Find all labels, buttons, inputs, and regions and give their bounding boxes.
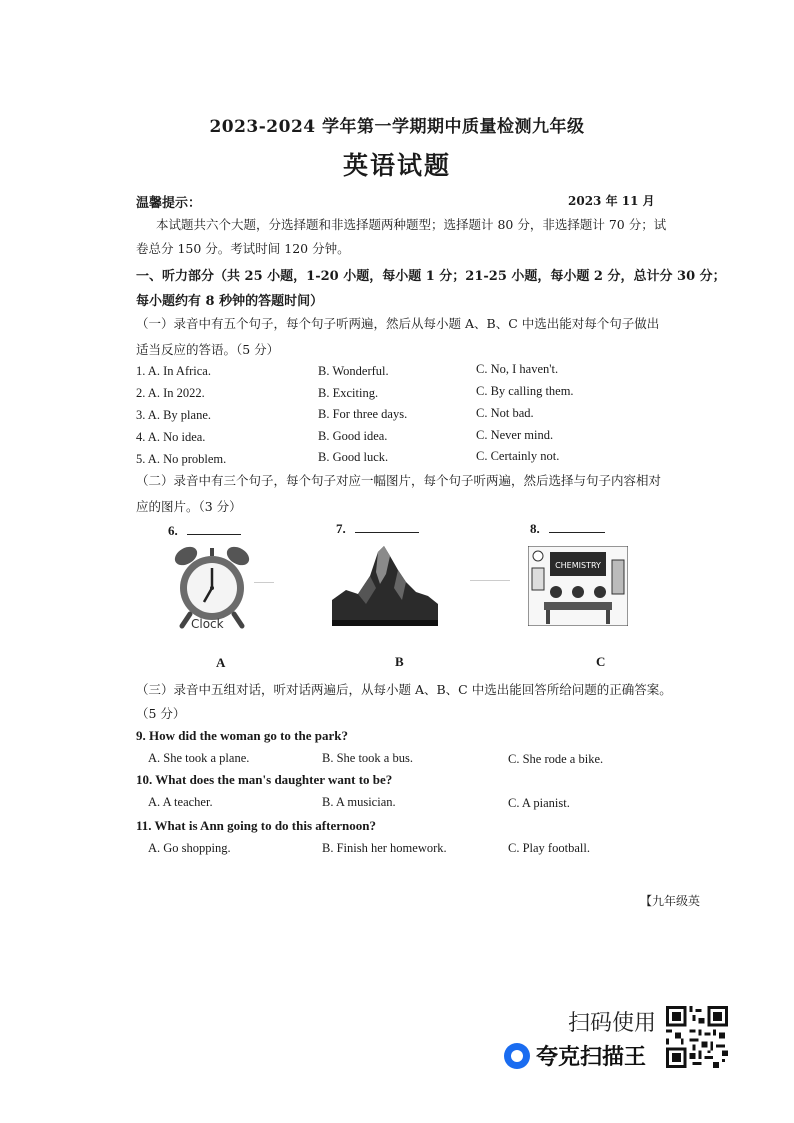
q2-option-b: B. Exciting. bbox=[318, 386, 379, 400]
q11-option-a: A. Go shopping. bbox=[148, 841, 231, 855]
q11-option-b: B. Finish her homework. bbox=[322, 841, 447, 855]
note-line-2: 卷总分 150 分。考试时间 120 分钟。 bbox=[136, 241, 350, 256]
mountain-icon bbox=[332, 544, 438, 626]
clock-caption: Clock bbox=[191, 617, 224, 631]
question-11: 11. What is Ann going to do this afternoon? bbox=[136, 818, 376, 833]
q4-option-a: 4. A. No idea. bbox=[136, 430, 206, 444]
q4-option-b: B. Good idea. bbox=[318, 429, 388, 443]
part-3-instruction-cont: （5 分） bbox=[136, 706, 186, 721]
exam-subtitle: 英语试题 bbox=[342, 151, 451, 180]
part-1-instruction: （一）录音中有五个句子，每个句子听两遍，然后从每小题 A、B、C 中选出能对每个句子做出 bbox=[136, 316, 660, 331]
answer-blank-6: 6. bbox=[168, 522, 241, 539]
page-footer-label: 【九年级英 bbox=[640, 894, 701, 908]
q9-option-b: B. She took a bus. bbox=[322, 751, 413, 765]
note-line-1: 本试题共六个大题，分选择题和非选择题两种题型；选择题计 80 分，非选择题计 70 分；试 bbox=[156, 217, 667, 232]
part-2-instruction: （二）录音中有三个句子，每个句子对应一幅图片，每个句子听两遍，然后选择与句子内容相对 bbox=[136, 473, 662, 488]
q5-option-b: B. Good luck. bbox=[318, 450, 389, 464]
q10-option-b: B. A musician. bbox=[322, 795, 396, 809]
exam-date: 2023 年 11 月 bbox=[568, 194, 655, 208]
q5-option-a: 5. A. No problem. bbox=[136, 452, 227, 466]
hint-label: 温馨提示： bbox=[136, 196, 202, 211]
exam-title: 2023-2024 学年第一学期期中质量检测九年级 bbox=[209, 117, 585, 137]
q1-option-c: C. No, I haven't. bbox=[476, 362, 559, 376]
section-1-heading-cont: 每小题约有 8 秒钟的答题时间） bbox=[136, 294, 324, 309]
answer-blank-8: 8. bbox=[530, 520, 605, 537]
divider bbox=[254, 582, 274, 583]
part-1-instruction-cont: 适当反应的答语。（5 分） bbox=[136, 342, 280, 357]
picture-label-a: A bbox=[216, 655, 226, 670]
q1-option-a: 1. A. In Africa. bbox=[136, 364, 211, 378]
blank-line bbox=[187, 522, 241, 535]
q2-option-c: C. By calling them. bbox=[476, 384, 574, 398]
divider bbox=[470, 580, 510, 581]
q2-option-a: 2. A. In 2022. bbox=[136, 386, 205, 400]
answer-blank-7: 7. bbox=[336, 520, 419, 537]
brand-name: 夸克扫描王 bbox=[536, 1045, 647, 1070]
question-9: 9. How did the woman go to the park? bbox=[136, 728, 348, 743]
scan-to-use-text: 扫码使用 bbox=[568, 1011, 657, 1036]
picture-label-b: B bbox=[395, 654, 404, 669]
blank-line bbox=[549, 520, 605, 533]
q4-option-c: C. Never mind. bbox=[476, 428, 554, 442]
q10-option-c: C. A pianist. bbox=[508, 796, 570, 810]
picture-label-c: C bbox=[596, 654, 606, 669]
q1-option-b: B. Wonderful. bbox=[318, 364, 389, 378]
section-1-heading: 一、听力部分（共 25 小题，1-20 小题，每小题 1 分；21-25 小题，每小题 2 分，总计分 30 分； bbox=[136, 269, 726, 284]
board-text: CHEMISTRY bbox=[555, 561, 601, 570]
q3-option-a: 3. A. By plane. bbox=[136, 408, 211, 422]
q5-option-c: C. Certainly not. bbox=[476, 449, 560, 463]
q3-option-c: C. Not bad. bbox=[476, 406, 534, 420]
classroom-icon bbox=[528, 546, 628, 626]
q9-option-a: A. She took a plane. bbox=[148, 751, 250, 765]
part-2-instruction-cont: 应的图片。（3 分） bbox=[136, 499, 242, 514]
q10-option-a: A. A teacher. bbox=[148, 795, 213, 809]
q3-option-b: B. For three days. bbox=[318, 407, 408, 421]
q11-option-c: C. Play football. bbox=[508, 841, 590, 855]
question-10: 10. What does the man's daughter want to be? bbox=[136, 772, 393, 787]
scanner-brand bbox=[504, 1040, 646, 1071]
blank-line bbox=[355, 520, 419, 533]
brand-logo-icon bbox=[504, 1043, 530, 1069]
part-3-instruction: （三）录音中五组对话，听对话两遍后，从每小题 A、B、C 中选出能回答所给问题的正确答案。 bbox=[136, 682, 672, 697]
q9-option-c: C. She rode a bike. bbox=[508, 752, 604, 766]
qr-code-icon[interactable] bbox=[666, 1006, 728, 1068]
